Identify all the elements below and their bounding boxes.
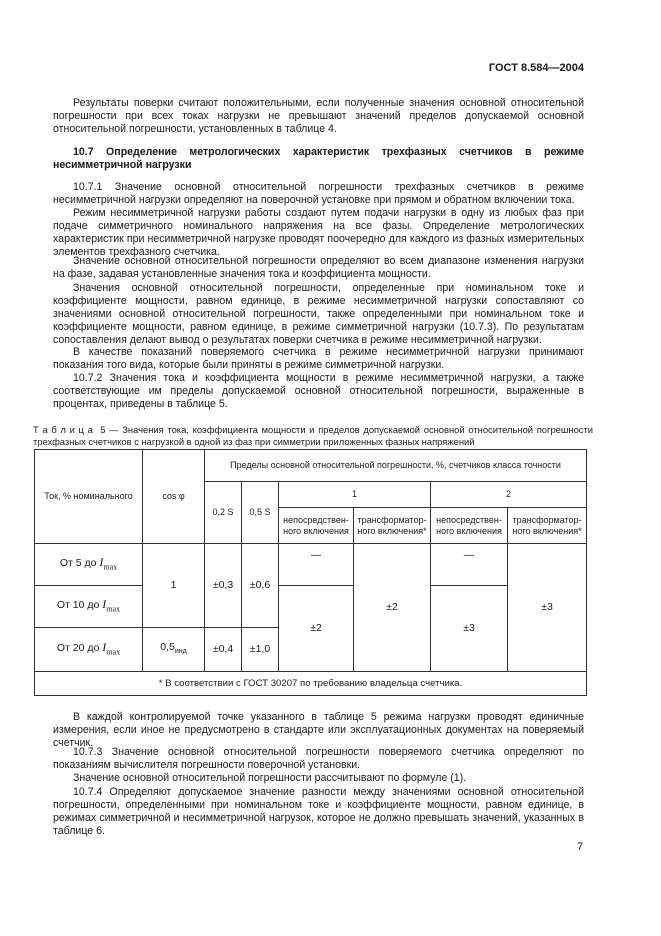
cell-class2-transformer: ±3 <box>508 544 587 672</box>
paragraph-formula: Значение основной относительной погрешности рассчитывают по формуле (1). <box>73 772 467 784</box>
row-label-5-imax: От 5 до $I_{max}$ <box>35 544 143 586</box>
paragraph-10-7-2: 10.7.2 Значения тока и коэффициента мощности в режиме несимметричной нагрузки, а также соответствующие им пределы допускаемой основной относительной погрешности, выраженные в процентах, приведены в таблице 5. <box>53 372 584 411</box>
header-class-0-2s: 0,2 S <box>205 482 242 544</box>
cell-cos-0-5-ind: $0,5_{инд}$ <box>143 628 205 672</box>
table-caption <box>33 424 593 447</box>
paragraph-results: Результаты поверки считают положительными, если полученные значения основной относительной погрешности при всех токах нагрузки не превышают значений пределов допускаемой основной относительной погрешности, установленных в таблице 4. <box>53 97 584 136</box>
paragraph-readings: В качестве показаний поверяемого счетчика в режиме несимметричной нагрузки принимают показания того вида, которые были приняты в режиме симметричной нагрузки. <box>53 346 584 372</box>
cell-05s-cos05: ±1,0 <box>242 628 279 672</box>
cell-class1-direct: ±2 <box>279 586 354 672</box>
cell-class1-transformer: ±2 <box>354 544 431 672</box>
cell-02s-cos1: ±0,3 <box>205 544 242 628</box>
row-label-10-imax: От 10 до $I_{max}$ <box>35 586 143 628</box>
paragraph-single-measurements: В каждой контролируемой точке указанного в таблице 5 режима нагрузки проводят единичные измерения, если иное не предусмотрено в стандарте или эксплуатационных документах на поверяемый счетчик. <box>53 711 584 750</box>
header-cos-phi: cos φ <box>143 450 205 544</box>
paragraph-10-7-1: 10.7.1 Значение основной относительной погрешности трехфазных счетчиков в режиме несимметричной нагрузки определяют на поверочной установке при прямом и обратном включении тока. <box>53 181 584 207</box>
header-class-2-transformer: трансформатор-ного включения* <box>508 508 587 544</box>
cell-class2-direct: ±3 <box>431 586 508 672</box>
document-id: ГОСТ 8.584—2004 <box>488 62 584 74</box>
cell-cos-1: 1 <box>143 544 205 628</box>
table-caption-text: 5 — Значения тока, коэффициента мощности и пределов допускаемой основной относительной погрешности трехфазных счетчиков с нагрузкой в одной из фаз при симметрии приложенных фазных напряжений <box>33 424 593 447</box>
cell-class1-direct-dash: — <box>279 544 354 586</box>
section-heading-10-7: 10.7 Определение метрологических характеристик трехфазных счетчиков в режиме несимметричной нагрузки <box>53 146 584 172</box>
cell-02s-cos05: ±0,4 <box>205 628 242 672</box>
header-class-1: 1 <box>279 482 431 508</box>
paragraph-10-7-3: 10.7.3 Значение основной относительной погрешности поверяемого счетчика определяют по показаниям вычислителя погрешности поверочной установки. <box>53 746 584 772</box>
header-current: Ток, % номинального <box>35 450 143 544</box>
header-class-2-direct: непосредствен-ного включения <box>431 508 508 544</box>
paragraph-10-7-4: 10.7.4 Определяют допускаемое значение разности между значениями основной относительной погрешности, определенными при номинальном токе и коэффициенте мощности, равном единице, в режимах симметричной и несимметричной нагрузок, которое не должно превышать значений, указанных в таблице 6. <box>53 786 584 838</box>
header-class-1-transformer: трансформатор-ного включения* <box>354 508 431 544</box>
table-footnote: * В соответствии с ГОСТ 30207 по требованию владельца счетчика. <box>35 672 587 696</box>
paragraph-comparison: Значения основной относительной погрешности, определенные при номинальном токе и коэффициенте мощности, равном единице, в режиме несимметричной нагрузки сопоставляют со значениями основной относительной погрешности, также определенными при номинальном токе и коэффициенте мощности, равном единице, в режиме симметричной нагрузки (10.7.3). По результатам сопоставления делают вывод о результатах поверки счетчика в режиме несимметричной нагрузки. <box>53 282 584 347</box>
header-class-1-direct: непосредствен-ного включения <box>279 508 354 544</box>
header-error-limits: Пределы основной относительной погрешности, %, счетчиков класса точности <box>205 450 587 482</box>
header-class-2: 2 <box>431 482 587 508</box>
table-caption-label: Т а б л и ц а <box>33 424 93 435</box>
cell-05s-cos1: ±0,6 <box>242 544 279 628</box>
header-class-0-5s: 0,5 S <box>242 482 279 544</box>
table-5 <box>34 449 587 696</box>
page-number: 7 <box>577 841 584 853</box>
cell-class2-direct-dash: — <box>431 544 508 586</box>
row-label-20-imax: От 20 до $I_{max}$ <box>35 628 143 672</box>
paragraph-error-range: Значение основной относительной погрешности определяют во всем диапазоне изменения нагрузки на фазе, задавая установленные значения тока и коэффициента мощности. <box>53 255 584 281</box>
paragraph-asymmetric-mode: Режим несимметричной нагрузки работы создают путем подачи нагрузки в одну из любых фаз при подаче симметричного номинального напряжения на все фазы. Определение метрологических характеристик при несимметричной нагрузке проводят поочередно для каждого из фазных измерительных элементов трехфазного счетчика. <box>53 207 584 259</box>
